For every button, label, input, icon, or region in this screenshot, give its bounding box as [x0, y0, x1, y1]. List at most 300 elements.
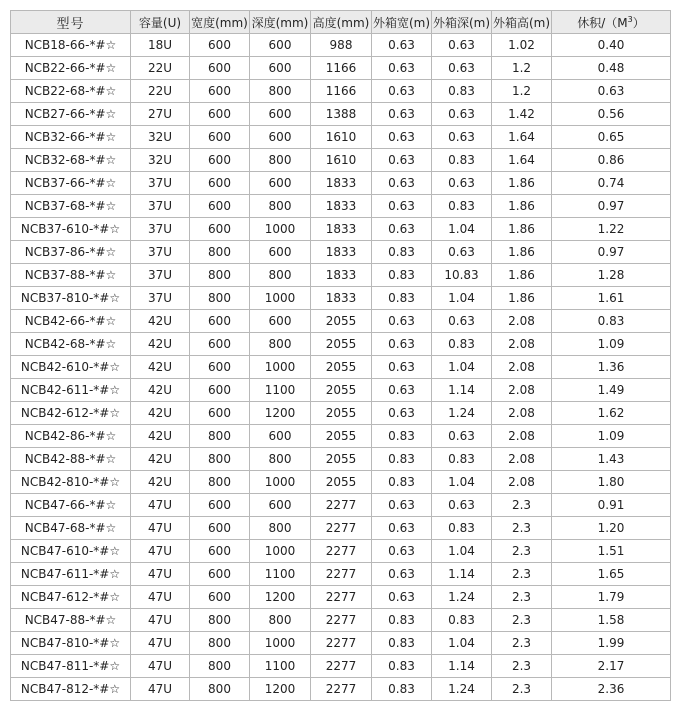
cell-width: 600 [190, 172, 250, 195]
header-height: 高度(mm) [311, 11, 372, 34]
cell-box-width: 0.63 [372, 172, 432, 195]
table-row [11, 563, 671, 586]
cell-model: NCB37-88-*#☆ [11, 264, 131, 287]
header-volume-suffix: ） [632, 15, 645, 30]
cell-capacity: 42U [131, 471, 190, 494]
cell-height: 1388 [311, 103, 372, 126]
cell-capacity: 37U [131, 218, 190, 241]
cell-model: NCB18-66-*#☆ [11, 34, 131, 57]
cell-capacity: 32U [131, 126, 190, 149]
cell-model: NCB47-611-*#☆ [11, 563, 131, 586]
cell-depth: 1000 [250, 287, 311, 310]
cell-box-width: 0.63 [372, 379, 432, 402]
cell-capacity: 22U [131, 80, 190, 103]
cell-box-height: 2.3 [492, 540, 552, 563]
cell-depth: 1000 [250, 540, 311, 563]
cell-capacity: 47U [131, 586, 190, 609]
cell-height: 2055 [311, 448, 372, 471]
cell-box-height: 1.2 [492, 80, 552, 103]
cell-box-depth: 0.63 [432, 241, 492, 264]
cell-box-depth: 1.24 [432, 678, 492, 701]
cell-height: 2055 [311, 425, 372, 448]
header-row [11, 11, 671, 34]
cell-capacity: 47U [131, 563, 190, 586]
cell-model: NCB42-86-*#☆ [11, 425, 131, 448]
spec-table-container [10, 10, 671, 701]
cell-height: 2055 [311, 333, 372, 356]
cell-capacity: 42U [131, 356, 190, 379]
cell-box-height: 2.3 [492, 494, 552, 517]
cell-model: NCB47-88-*#☆ [11, 609, 131, 632]
cell-volume: 1.09 [552, 333, 671, 356]
table-row [11, 333, 671, 356]
cell-width: 800 [190, 609, 250, 632]
table-row [11, 172, 671, 195]
cell-volume: 0.65 [552, 126, 671, 149]
cell-depth: 800 [250, 264, 311, 287]
cell-box-height: 1.86 [492, 218, 552, 241]
cell-box-depth: 0.63 [432, 126, 492, 149]
cell-capacity: 37U [131, 287, 190, 310]
cell-width: 800 [190, 655, 250, 678]
cell-volume: 0.86 [552, 149, 671, 172]
cell-height: 2055 [311, 402, 372, 425]
cell-box-depth: 1.04 [432, 632, 492, 655]
cell-model: NCB37-810-*#☆ [11, 287, 131, 310]
cell-model: NCB42-66-*#☆ [11, 310, 131, 333]
cell-model: NCB37-86-*#☆ [11, 241, 131, 264]
cell-depth: 600 [250, 425, 311, 448]
cell-box-width: 0.63 [372, 563, 432, 586]
cell-height: 1833 [311, 241, 372, 264]
cell-depth: 1200 [250, 586, 311, 609]
table-row [11, 471, 671, 494]
cell-box-height: 2.08 [492, 425, 552, 448]
table-row [11, 425, 671, 448]
cell-width: 600 [190, 57, 250, 80]
header-volume-sup: 3 [627, 14, 633, 24]
cell-depth: 800 [250, 195, 311, 218]
cell-model: NCB22-68-*#☆ [11, 80, 131, 103]
table-row [11, 34, 671, 57]
table-row [11, 218, 671, 241]
header-depth: 深度(mm) [250, 11, 311, 34]
cell-box-depth: 1.14 [432, 655, 492, 678]
cell-width: 600 [190, 517, 250, 540]
cell-box-depth: 0.83 [432, 195, 492, 218]
cell-capacity: 47U [131, 678, 190, 701]
cell-box-width: 0.63 [372, 126, 432, 149]
cell-volume: 2.36 [552, 678, 671, 701]
cell-depth: 1200 [250, 678, 311, 701]
cell-width: 600 [190, 149, 250, 172]
cell-box-height: 1.64 [492, 149, 552, 172]
cell-volume: 2.17 [552, 655, 671, 678]
header-model: 型号 [11, 11, 131, 34]
cell-capacity: 37U [131, 264, 190, 287]
cell-depth: 600 [250, 494, 311, 517]
cell-box-depth: 0.83 [432, 80, 492, 103]
cell-height: 2277 [311, 494, 372, 517]
cell-capacity: 37U [131, 172, 190, 195]
cell-capacity: 32U [131, 149, 190, 172]
cell-box-depth: 10.83 [432, 264, 492, 287]
cell-model: NCB42-810-*#☆ [11, 471, 131, 494]
cell-box-height: 2.3 [492, 632, 552, 655]
cell-box-height: 2.08 [492, 356, 552, 379]
table-row [11, 57, 671, 80]
cell-height: 1833 [311, 195, 372, 218]
cell-model: NCB47-612-*#☆ [11, 586, 131, 609]
cell-box-depth: 0.83 [432, 609, 492, 632]
cell-model: NCB32-68-*#☆ [11, 149, 131, 172]
cell-volume: 1.36 [552, 356, 671, 379]
cell-width: 600 [190, 310, 250, 333]
table-row [11, 678, 671, 701]
table-row [11, 264, 671, 287]
cell-box-width: 0.63 [372, 517, 432, 540]
table-body [11, 34, 671, 701]
cell-box-width: 0.83 [372, 678, 432, 701]
cell-width: 800 [190, 471, 250, 494]
cell-width: 600 [190, 494, 250, 517]
cell-model: NCB47-66-*#☆ [11, 494, 131, 517]
cell-volume: 0.63 [552, 80, 671, 103]
cell-height: 2277 [311, 563, 372, 586]
table-row [11, 195, 671, 218]
table-row [11, 379, 671, 402]
cell-height: 1833 [311, 218, 372, 241]
header-box-width: 外箱宽(m) [372, 11, 432, 34]
cell-height: 1833 [311, 264, 372, 287]
cell-height: 2055 [311, 379, 372, 402]
cell-box-depth: 0.83 [432, 149, 492, 172]
table-row [11, 80, 671, 103]
cell-depth: 600 [250, 172, 311, 195]
cell-height: 2277 [311, 609, 372, 632]
cell-capacity: 37U [131, 241, 190, 264]
cell-box-width: 0.83 [372, 448, 432, 471]
cell-box-depth: 1.14 [432, 379, 492, 402]
cell-box-depth: 0.63 [432, 172, 492, 195]
cell-box-height: 2.08 [492, 402, 552, 425]
cell-height: 2277 [311, 655, 372, 678]
cell-box-depth: 0.83 [432, 517, 492, 540]
cell-width: 600 [190, 586, 250, 609]
cell-model: NCB47-610-*#☆ [11, 540, 131, 563]
cell-width: 600 [190, 218, 250, 241]
cell-width: 800 [190, 241, 250, 264]
cell-width: 600 [190, 540, 250, 563]
table-row [11, 517, 671, 540]
cell-width: 600 [190, 103, 250, 126]
table-row [11, 103, 671, 126]
cell-volume: 0.91 [552, 494, 671, 517]
cell-height: 2277 [311, 517, 372, 540]
table-row [11, 655, 671, 678]
cell-depth: 800 [250, 448, 311, 471]
cell-volume: 0.74 [552, 172, 671, 195]
cell-capacity: 42U [131, 310, 190, 333]
cell-model: NCB37-68-*#☆ [11, 195, 131, 218]
cell-capacity: 22U [131, 57, 190, 80]
cell-model: NCB42-68-*#☆ [11, 333, 131, 356]
cell-height: 1166 [311, 80, 372, 103]
cell-model: NCB42-88-*#☆ [11, 448, 131, 471]
cell-box-width: 0.63 [372, 333, 432, 356]
cell-capacity: 47U [131, 494, 190, 517]
cell-depth: 600 [250, 57, 311, 80]
cell-box-width: 0.63 [372, 103, 432, 126]
cell-capacity: 37U [131, 195, 190, 218]
cell-height: 2277 [311, 678, 372, 701]
cell-box-height: 2.3 [492, 678, 552, 701]
cell-model: NCB42-610-*#☆ [11, 356, 131, 379]
cell-width: 600 [190, 379, 250, 402]
cell-height: 2055 [311, 356, 372, 379]
cell-box-height: 2.3 [492, 563, 552, 586]
cell-model: NCB42-612-*#☆ [11, 402, 131, 425]
cell-box-depth: 0.63 [432, 103, 492, 126]
cell-capacity: 18U [131, 34, 190, 57]
cell-box-depth: 0.63 [432, 310, 492, 333]
cell-capacity: 27U [131, 103, 190, 126]
cell-box-height: 2.3 [492, 517, 552, 540]
cell-box-depth: 1.04 [432, 287, 492, 310]
cell-box-depth: 1.14 [432, 563, 492, 586]
cell-volume: 1.28 [552, 264, 671, 287]
header-box-height: 外箱高(m) [492, 11, 552, 34]
cell-box-height: 2.3 [492, 586, 552, 609]
cell-height: 1833 [311, 172, 372, 195]
cell-depth: 1100 [250, 563, 311, 586]
cell-box-height: 2.3 [492, 655, 552, 678]
cell-capacity: 42U [131, 425, 190, 448]
table-row [11, 241, 671, 264]
table-row [11, 609, 671, 632]
cell-box-depth: 1.24 [432, 586, 492, 609]
header-volume-prefix: 休积/（M [577, 15, 628, 30]
header-capacity: 容量(U) [131, 11, 190, 34]
cell-width: 800 [190, 287, 250, 310]
cell-capacity: 47U [131, 609, 190, 632]
header-volume [552, 11, 671, 34]
table-row [11, 402, 671, 425]
cell-box-height: 2.08 [492, 471, 552, 494]
cell-depth: 1100 [250, 655, 311, 678]
cell-capacity: 42U [131, 379, 190, 402]
cell-box-height: 1.64 [492, 126, 552, 149]
cell-box-height: 1.86 [492, 195, 552, 218]
cell-box-height: 1.86 [492, 287, 552, 310]
cell-model: NCB47-68-*#☆ [11, 517, 131, 540]
cell-box-width: 0.63 [372, 218, 432, 241]
cell-box-depth: 0.63 [432, 34, 492, 57]
cell-box-depth: 1.04 [432, 218, 492, 241]
cell-depth: 800 [250, 333, 311, 356]
cell-depth: 1000 [250, 218, 311, 241]
cell-box-width: 0.63 [372, 540, 432, 563]
cell-depth: 800 [250, 149, 311, 172]
cell-volume: 0.40 [552, 34, 671, 57]
cell-box-width: 0.83 [372, 471, 432, 494]
table-row [11, 494, 671, 517]
cell-width: 800 [190, 448, 250, 471]
cell-depth: 600 [250, 310, 311, 333]
cell-volume: 0.97 [552, 195, 671, 218]
cell-height: 1166 [311, 57, 372, 80]
cell-volume: 1.20 [552, 517, 671, 540]
cell-box-width: 0.63 [372, 149, 432, 172]
table-row [11, 149, 671, 172]
cell-model: NCB42-611-*#☆ [11, 379, 131, 402]
cell-depth: 1100 [250, 379, 311, 402]
cell-volume: 1.62 [552, 402, 671, 425]
cell-box-width: 0.83 [372, 609, 432, 632]
cell-volume: 1.79 [552, 586, 671, 609]
cell-model: NCB47-812-*#☆ [11, 678, 131, 701]
cell-box-depth: 1.04 [432, 471, 492, 494]
cell-box-width: 0.83 [372, 264, 432, 287]
cell-volume: 1.58 [552, 609, 671, 632]
cell-box-width: 0.63 [372, 402, 432, 425]
cell-model: NCB32-66-*#☆ [11, 126, 131, 149]
table-row [11, 586, 671, 609]
cell-box-depth: 1.24 [432, 402, 492, 425]
cell-volume: 1.43 [552, 448, 671, 471]
table-row [11, 356, 671, 379]
cell-box-width: 0.83 [372, 241, 432, 264]
cell-capacity: 47U [131, 540, 190, 563]
cell-depth: 1000 [250, 471, 311, 494]
cell-volume: 1.65 [552, 563, 671, 586]
cell-box-depth: 0.83 [432, 448, 492, 471]
table-row [11, 126, 671, 149]
cell-box-width: 0.83 [372, 655, 432, 678]
cell-model: NCB37-66-*#☆ [11, 172, 131, 195]
cell-volume: 0.83 [552, 310, 671, 333]
cell-box-height: 2.08 [492, 448, 552, 471]
cell-box-height: 1.42 [492, 103, 552, 126]
cell-box-width: 0.63 [372, 494, 432, 517]
cell-capacity: 42U [131, 333, 190, 356]
cell-model: NCB37-610-*#☆ [11, 218, 131, 241]
header-width: 宽度(mm) [190, 11, 250, 34]
header-box-depth: 外箱深(m) [432, 11, 492, 34]
cell-width: 600 [190, 402, 250, 425]
cell-width: 800 [190, 425, 250, 448]
cell-width: 600 [190, 195, 250, 218]
cell-height: 2277 [311, 632, 372, 655]
cell-model: NCB47-810-*#☆ [11, 632, 131, 655]
cell-volume: 1.99 [552, 632, 671, 655]
cell-capacity: 42U [131, 448, 190, 471]
cell-height: 2055 [311, 471, 372, 494]
table-row [11, 287, 671, 310]
cell-width: 600 [190, 563, 250, 586]
cell-box-height: 2.08 [492, 310, 552, 333]
cell-depth: 600 [250, 241, 311, 264]
cell-capacity: 47U [131, 632, 190, 655]
cell-capacity: 42U [131, 402, 190, 425]
cell-depth: 600 [250, 34, 311, 57]
table-row [11, 540, 671, 563]
cell-box-height: 2.3 [492, 609, 552, 632]
cell-box-height: 1.02 [492, 34, 552, 57]
cell-box-width: 0.83 [372, 425, 432, 448]
cell-height: 2277 [311, 586, 372, 609]
cell-volume: 1.49 [552, 379, 671, 402]
cell-box-width: 0.83 [372, 287, 432, 310]
cell-box-width: 0.63 [372, 80, 432, 103]
cell-volume: 1.80 [552, 471, 671, 494]
table-row [11, 310, 671, 333]
cell-box-width: 0.63 [372, 586, 432, 609]
cell-width: 800 [190, 632, 250, 655]
table-row [11, 632, 671, 655]
cell-width: 600 [190, 80, 250, 103]
cell-box-height: 1.86 [492, 172, 552, 195]
cell-box-width: 0.63 [372, 34, 432, 57]
cell-box-width: 0.63 [372, 356, 432, 379]
cell-volume: 1.22 [552, 218, 671, 241]
cell-height: 2055 [311, 310, 372, 333]
cell-width: 600 [190, 126, 250, 149]
cell-volume: 1.09 [552, 425, 671, 448]
cell-depth: 800 [250, 609, 311, 632]
cell-depth: 1200 [250, 402, 311, 425]
cell-depth: 1000 [250, 356, 311, 379]
cell-box-depth: 1.04 [432, 540, 492, 563]
cell-capacity: 47U [131, 655, 190, 678]
cell-height: 1610 [311, 149, 372, 172]
cell-depth: 1000 [250, 632, 311, 655]
cell-box-depth: 0.63 [432, 57, 492, 80]
cell-box-height: 1.86 [492, 264, 552, 287]
cell-height: 988 [311, 34, 372, 57]
cell-width: 600 [190, 34, 250, 57]
cell-box-height: 2.08 [492, 333, 552, 356]
cell-width: 600 [190, 333, 250, 356]
cell-box-width: 0.83 [372, 632, 432, 655]
cell-box-depth: 0.63 [432, 425, 492, 448]
cell-width: 800 [190, 678, 250, 701]
cell-volume: 1.61 [552, 287, 671, 310]
cell-volume: 0.97 [552, 241, 671, 264]
cell-box-width: 0.63 [372, 310, 432, 333]
cell-box-height: 2.08 [492, 379, 552, 402]
table-row [11, 448, 671, 471]
cell-model: NCB47-811-*#☆ [11, 655, 131, 678]
cell-height: 1833 [311, 287, 372, 310]
cell-height: 2277 [311, 540, 372, 563]
cell-depth: 800 [250, 517, 311, 540]
cell-volume: 0.56 [552, 103, 671, 126]
cell-box-height: 1.2 [492, 57, 552, 80]
cell-height: 1610 [311, 126, 372, 149]
cell-box-depth: 0.83 [432, 333, 492, 356]
cell-depth: 600 [250, 126, 311, 149]
cell-box-width: 0.63 [372, 57, 432, 80]
cell-volume: 0.48 [552, 57, 671, 80]
cell-volume: 1.51 [552, 540, 671, 563]
cell-box-depth: 1.04 [432, 356, 492, 379]
cell-capacity: 47U [131, 517, 190, 540]
cell-box-width: 0.63 [372, 195, 432, 218]
cell-model: NCB27-66-*#☆ [11, 103, 131, 126]
cell-box-height: 1.86 [492, 241, 552, 264]
cell-depth: 600 [250, 103, 311, 126]
